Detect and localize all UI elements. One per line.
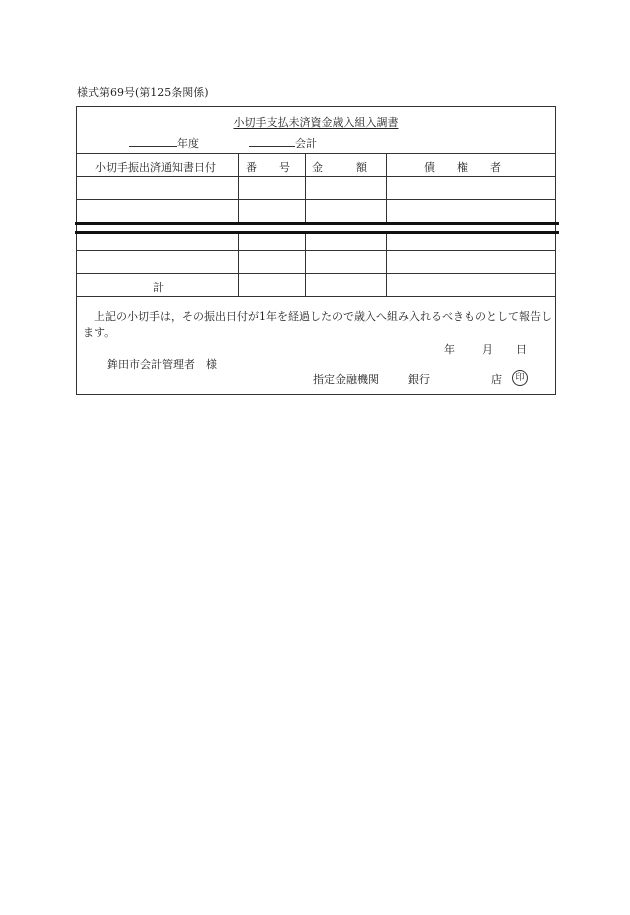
fiscal-year-label: 年度	[177, 137, 199, 150]
column-divider	[305, 234, 306, 296]
branch-suffix: 店	[491, 373, 502, 386]
report-statement: 上記の小切手は，その振出日付が1年を経過したので歳入へ組み入れるべきものとして報告します。	[83, 310, 552, 339]
column-divider	[305, 153, 306, 222]
bank-suffix: 銀行	[408, 373, 430, 386]
addressee: 鉾田市会計管理者 様	[107, 358, 217, 371]
form-title: 小切手支払未済資金歳入組入調書	[233, 116, 399, 129]
total-label: 計	[153, 281, 164, 294]
form-number-label: 様式第69号(第125条関係)	[77, 86, 209, 99]
column-divider	[238, 234, 239, 296]
column-header-creditor: 債 権 者	[424, 161, 501, 174]
account-label: 会計	[295, 137, 317, 150]
row-rule	[77, 199, 555, 200]
column-header-amount: 金 額	[312, 161, 367, 174]
date-year-label: 年	[444, 343, 455, 356]
designated-bank-label: 指定金融機関	[313, 373, 379, 386]
fiscal-year-field	[129, 135, 199, 151]
header-top-rule	[77, 153, 555, 154]
column-header-check-date: 小切手振出済通知書日付	[95, 161, 216, 174]
table-bottom-rule	[77, 296, 555, 297]
table-break-line	[75, 222, 559, 225]
row-rule	[77, 250, 555, 251]
date-month-label: 月	[482, 343, 493, 356]
form-frame	[76, 106, 556, 395]
column-divider	[238, 153, 239, 222]
seal-mark	[512, 370, 528, 386]
row-rule	[77, 273, 555, 274]
fiscal-year-blank	[129, 135, 177, 147]
table-break-line	[75, 231, 559, 234]
column-divider	[386, 153, 387, 222]
account-blank	[249, 135, 295, 147]
row-rule	[77, 176, 555, 177]
date-day-label: 日	[516, 343, 527, 356]
seal-icon: 印	[512, 370, 528, 386]
account-field	[249, 135, 317, 151]
column-header-number: 番 号	[246, 161, 290, 174]
column-divider	[386, 234, 387, 296]
